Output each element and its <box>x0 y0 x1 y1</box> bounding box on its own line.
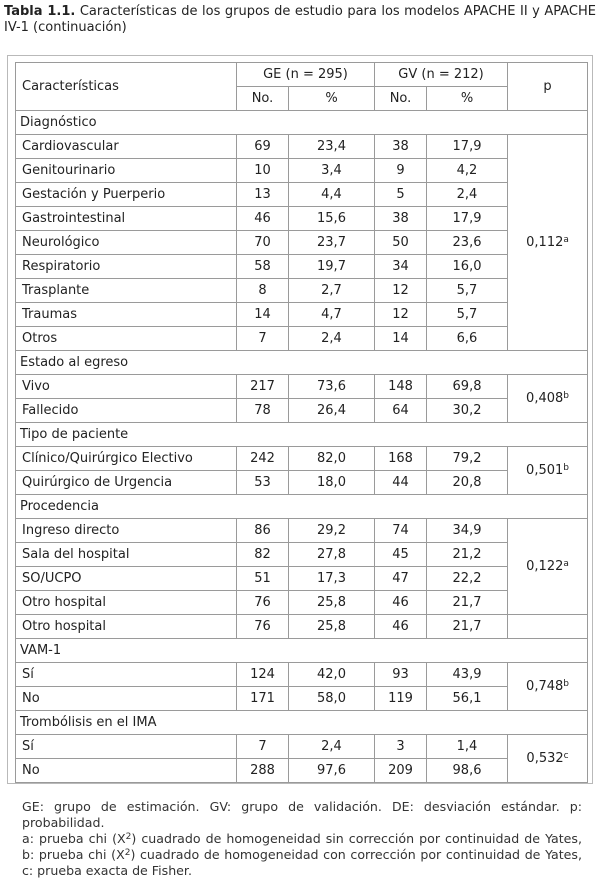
data-table <box>15 62 588 783</box>
gv-count: 209 <box>375 759 427 783</box>
table-row <box>16 399 588 423</box>
p-value: 0,532$^c$ <box>508 735 588 783</box>
p-value-footnote: a <box>563 234 569 245</box>
row-label: Traumas <box>16 303 237 327</box>
p-value-footnote: b <box>563 462 569 473</box>
gv-count: 3 <box>375 735 427 759</box>
table-row <box>16 255 588 279</box>
p-value: 0,112$^a$ <box>508 135 588 351</box>
table-row <box>16 183 588 207</box>
row-label: Genitourinario <box>16 159 237 183</box>
section-title: Estado al egreso <box>16 351 588 375</box>
ge-count: 14 <box>237 303 289 327</box>
row-label: Otros <box>16 327 237 351</box>
ge-count: 242 <box>237 447 289 471</box>
table-row <box>16 135 588 159</box>
p-value-footnote: b <box>563 678 569 689</box>
row-label: Sala del hospital <box>16 543 237 567</box>
ge-count: 76 <box>237 615 289 639</box>
ge-count: 7 <box>237 327 289 351</box>
gv-percent: 43,9 <box>427 663 508 687</box>
gv-count: 12 <box>375 279 427 303</box>
row-label: Sí <box>16 735 237 759</box>
gv-percent: 2,4 <box>427 183 508 207</box>
ge-percent: 25,8 <box>289 591 375 615</box>
ge-percent: 3,4 <box>289 159 375 183</box>
table-row <box>16 591 588 615</box>
ge-count: 7 <box>237 735 289 759</box>
section-title: Tipo de paciente <box>16 423 588 447</box>
ge-count: 51 <box>237 567 289 591</box>
ge-count: 70 <box>237 231 289 255</box>
ge-count: 8 <box>237 279 289 303</box>
ge-percent: 23,4 <box>289 135 375 159</box>
ge-percent: 73,6 <box>289 375 375 399</box>
table-row <box>16 543 588 567</box>
gv-percent: 79,2 <box>427 447 508 471</box>
gv-count: 44 <box>375 471 427 495</box>
table-row <box>16 615 588 639</box>
ge-count: 124 <box>237 663 289 687</box>
table-row <box>16 471 588 495</box>
row-label: Cardiovascular <box>16 135 237 159</box>
ge-percent: 18,0 <box>289 471 375 495</box>
gv-percent: 98,6 <box>427 759 508 783</box>
ge-percent: 2,7 <box>289 279 375 303</box>
gv-count: 119 <box>375 687 427 711</box>
ge-count: 217 <box>237 375 289 399</box>
header-pct-gv: % <box>427 87 508 111</box>
p-value: 0,122$^a$ <box>508 519 588 615</box>
row-label: Gastrointestinal <box>16 207 237 231</box>
ge-percent: 27,8 <box>289 543 375 567</box>
table-row <box>16 207 588 231</box>
gv-count: 45 <box>375 543 427 567</box>
gv-percent: 4,2 <box>427 159 508 183</box>
ge-percent: 19,7 <box>289 255 375 279</box>
table-row <box>16 519 588 543</box>
header-p: p <box>508 63 588 111</box>
header-no-gv: No. <box>375 87 427 111</box>
row-label: SO/UCPO <box>16 567 237 591</box>
gv-count: 168 <box>375 447 427 471</box>
row-label: No <box>16 687 237 711</box>
ge-count: 171 <box>237 687 289 711</box>
section-title: Procedencia <box>16 495 588 519</box>
gv-count: 148 <box>375 375 427 399</box>
ge-percent: 42,0 <box>289 663 375 687</box>
p-value-footnote: a <box>563 558 569 569</box>
section-row <box>16 423 588 447</box>
table-row <box>16 567 588 591</box>
ge-percent: 4,7 <box>289 303 375 327</box>
table-row <box>16 735 588 759</box>
row-label: Sí <box>16 663 237 687</box>
p-value-empty <box>508 615 588 639</box>
gv-count: 12 <box>375 303 427 327</box>
row-label: Ingreso directo <box>16 519 237 543</box>
ge-count: 69 <box>237 135 289 159</box>
ge-count: 86 <box>237 519 289 543</box>
section-row <box>16 711 588 735</box>
ge-percent: 15,6 <box>289 207 375 231</box>
ge-count: 46 <box>237 207 289 231</box>
ge-count: 78 <box>237 399 289 423</box>
gv-percent: 6,6 <box>427 327 508 351</box>
header-characteristics: Características <box>16 63 237 111</box>
gv-percent: 34,9 <box>427 519 508 543</box>
ge-percent: 23,7 <box>289 231 375 255</box>
gv-percent: 69,8 <box>427 375 508 399</box>
ge-count: 53 <box>237 471 289 495</box>
row-label: Vivo <box>16 375 237 399</box>
table-row <box>16 159 588 183</box>
table-row <box>16 303 588 327</box>
table-row <box>16 759 588 783</box>
table-row <box>16 447 588 471</box>
table-row <box>16 375 588 399</box>
table-notes <box>22 799 582 879</box>
p-value: 0,748$^b$ <box>508 663 588 711</box>
row-label: Fallecido <box>16 399 237 423</box>
gv-count: 50 <box>375 231 427 255</box>
gv-percent: 22,2 <box>427 567 508 591</box>
row-label: Clínico/Quirúrgico Electivo <box>16 447 237 471</box>
row-label: Gestación y Puerperio <box>16 183 237 207</box>
ge-percent: 82,0 <box>289 447 375 471</box>
section-row <box>16 495 588 519</box>
ge-percent: 4,4 <box>289 183 375 207</box>
ge-percent: 25,8 <box>289 615 375 639</box>
p-value: 0,501$^b$ <box>508 447 588 495</box>
table-row <box>16 231 588 255</box>
ge-percent: 97,6 <box>289 759 375 783</box>
gv-percent: 16,0 <box>427 255 508 279</box>
gv-percent: 17,9 <box>427 207 508 231</box>
table-row <box>16 327 588 351</box>
row-label: Otro hospital <box>16 615 237 639</box>
note-definitions: GE: grupo de estimación. GV: grupo de validación. DE: desviación estándar. p: probabilidad. <box>22 799 582 830</box>
row-label: Neurológico <box>16 231 237 255</box>
ge-percent: 2,4 <box>289 735 375 759</box>
section-row <box>16 639 588 663</box>
gv-percent: 21,2 <box>427 543 508 567</box>
row-label: Otro hospital <box>16 591 237 615</box>
section-title: Diagnóstico <box>16 111 588 135</box>
ge-percent: 2,4 <box>289 327 375 351</box>
ge-count: 10 <box>237 159 289 183</box>
header-no-ge: No. <box>237 87 289 111</box>
table-caption <box>4 4 596 36</box>
gv-percent: 20,8 <box>427 471 508 495</box>
gv-count: 64 <box>375 399 427 423</box>
gv-count: 93 <box>375 663 427 687</box>
header-group-ge: GE (n = 295) <box>237 63 375 87</box>
row-label: Respiratorio <box>16 255 237 279</box>
table-row <box>16 279 588 303</box>
section-title: Trombólisis en el IMA <box>16 711 588 735</box>
gv-count: 14 <box>375 327 427 351</box>
gv-percent: 5,7 <box>427 279 508 303</box>
section-title: VAM-1 <box>16 639 588 663</box>
gv-percent: 17,9 <box>427 135 508 159</box>
ge-percent: 17,3 <box>289 567 375 591</box>
p-value-footnote: b <box>563 390 569 401</box>
gv-count: 46 <box>375 591 427 615</box>
gv-percent: 1,4 <box>427 735 508 759</box>
section-row <box>16 111 588 135</box>
gv-count: 46 <box>375 615 427 639</box>
caption-text: Características de los grupos de estudio para los modelos APACHE II y APACHE IV-1 (continuación) <box>4 4 596 35</box>
row-label: Quirúrgico de Urgencia <box>16 471 237 495</box>
gv-percent: 23,6 <box>427 231 508 255</box>
ge-percent: 29,2 <box>289 519 375 543</box>
header-group-gv: GV (n = 212) <box>375 63 508 87</box>
gv-count: 74 <box>375 519 427 543</box>
ge-count: 82 <box>237 543 289 567</box>
header-row-1 <box>16 63 588 87</box>
gv-count: 38 <box>375 135 427 159</box>
gv-count: 47 <box>375 567 427 591</box>
p-value-footnote: c <box>563 750 569 761</box>
ge-count: 288 <box>237 759 289 783</box>
gv-count: 5 <box>375 183 427 207</box>
ge-percent: 26,4 <box>289 399 375 423</box>
note-tests: a: prueba chi $(X^2)$ cuadrado de homogeneidad sin corrección por continuidad de Yates, b: prueba chi $(X^2)$ cuadrado de homogeneidad con corrección por continuidad de Yates, c: prueba exacta de Fisher. <box>22 831 582 878</box>
ge-count: 58 <box>237 255 289 279</box>
table-row <box>16 663 588 687</box>
caption-label: Tabla 1.1. <box>4 4 76 19</box>
gv-percent: 5,7 <box>427 303 508 327</box>
gv-count: 38 <box>375 207 427 231</box>
table-row <box>16 687 588 711</box>
gv-percent: 21,7 <box>427 591 508 615</box>
gv-percent: 30,2 <box>427 399 508 423</box>
ge-percent: 58,0 <box>289 687 375 711</box>
gv-percent: 21,7 <box>427 615 508 639</box>
gv-count: 34 <box>375 255 427 279</box>
row-label: No <box>16 759 237 783</box>
gv-percent: 56,1 <box>427 687 508 711</box>
p-value: 0,408$^b$ <box>508 375 588 423</box>
gv-count: 9 <box>375 159 427 183</box>
section-row <box>16 351 588 375</box>
header-pct-ge: % <box>289 87 375 111</box>
row-label: Trasplante <box>16 279 237 303</box>
ge-count: 13 <box>237 183 289 207</box>
ge-count: 76 <box>237 591 289 615</box>
